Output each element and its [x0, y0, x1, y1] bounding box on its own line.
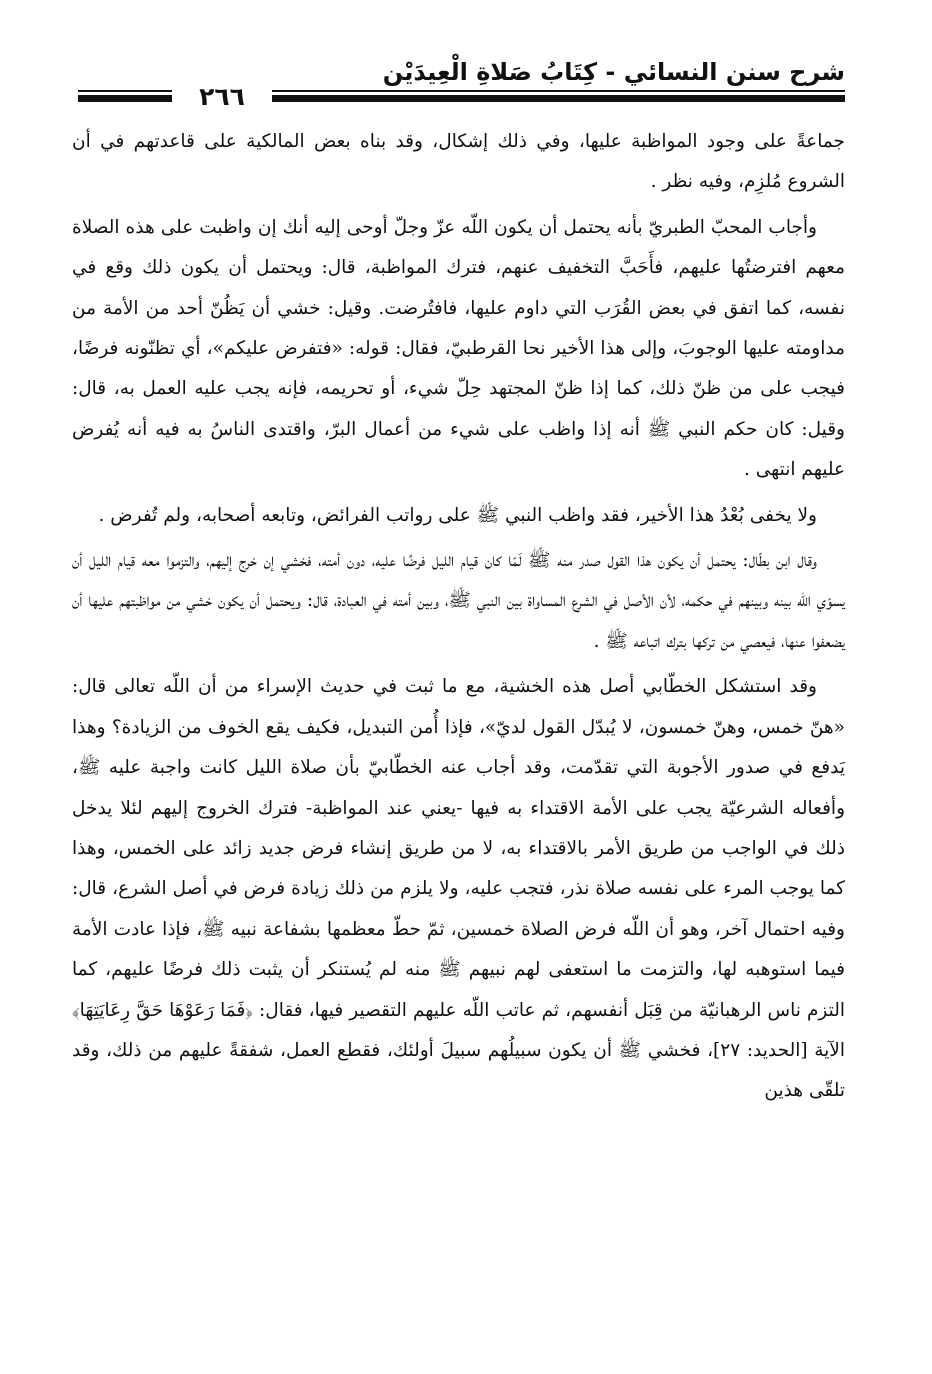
- page-number: ٢٦٦: [172, 81, 272, 113]
- paragraph: وقال ابن بطّال: يحتمل أن يكون هذا القول صدر منه ﷺ لَمّا كان قيام الليل فرضًا عليه، دون أمته، فخشي إن خرج إليهم، والتزموا معه قيام الليل أن يسوّي اللّه بينه وبينهم في حكمه، لأن الأصل في الشرع المساواة بين النبي ﷺ، وبين أمته في العبادة، قال: ويحتمل أن يكون خشي من مواظبتهم عليها أن يضعفوا عنها، فيعصي من تركها بترك اتباعه ﷺ .: [72, 550, 845, 652]
- paragraph: ولا يخفى بُعْدُ هذا الأخير، فقد واظب النبي ﷺ على رواتب الفرائض، وتابعه أصحابه، ولم تُفرض .: [98, 504, 817, 526]
- running-title: شرح سنن النسائي - كِتَابُ صَلاةِ الْعِيدَيْن: [382, 58, 845, 86]
- paragraph: وقد استشكل الخطّابي أصل هذه الخشية، مع ما ثبت في حديث الإسراء من أن اللّه تعالى قال: «هنّ خمس، وهنّ خمسون، لا يُبدّل القول لديّ»، فإذا أُمن التبديل، فكيف يقع الخوف من الزيادة؟ وهذا يَدفع في صدور الأجوبة التي تقدّمت، وقد أجاب عنه الخطّابيّ بأن صلاة الليل كانت واجبة عليه ﷺ، وأفعاله الشرعيّة يجب على الأمة الاقتداء به فيها -يعني عند المواظبة- فترك الخروج إليهم لئلا يدخل ذلك في الواجب من طريق الأمر بالاقتداء به، لا من طريق إنشاء فرض جديد زائد على الخمس، وهذا كما يوجب المرء على نفسه صلاة نذر، فتجب عليه، ولا يلزم من ذلك زيادة فرض في أصل الشرع، قال: وفيه احتمال آخر، وهو أن اللّه فرض الصلاة خمسين، ثمّ حطّ معظمها بشفاعة نبيه ﷺ، فإذا عادت الأمة فيما استوهبه لها، والتزمت ما استعفى لهم نبيهم ﷺ منه لم يُستنكر أن يثبت ذلك فرضًا عليهم، كما التزم ناس الرهبانيّة من قِبَل أنفسهم، ثم عاتب اللّه عليهم التقصير فيها، فقال: ﴿فَمَا رَعَوْهَا حَقَّ رِعَايَتِهَا﴾ الآية [الحديد: ٢٧]، فخشي ﷺ أن يكون سبيلُهم سبيلَ أولئك، فقطع العمل، شفقةً عليهم من ذلك، وقد تلقّى هذين: [72, 676, 845, 1102]
- body-text: [72, 122, 845, 1112]
- paragraph: وأجاب المحبّ الطبريّ بأنه يحتمل أن يكون اللّه عزّ وجلّ أوحى إليه أنك إن واظبت على هذه الصلاة معهم افترضتُها عليهم، فأَحَبَّ التخفيف عنهم، فترك المواظبة، قال: ويحتمل أن يكون ذلك وقع في نفسه، كما اتفق في بعض القُرَب التي داوم عليها، فافتُرضت. وقيل: خشي أن يَظُنّ أحد من الأمة من مداومته عليها الوجوبَ، وإلى هذا الأخير نحا القرطبيّ، فقال: قوله: «فتفرض عليكم»، أي تظنّونه فرضًا، فيجب على من ظنّ ذلك، كما إذا ظنّ المجتهد حِلّ شيء، أو تحريمه، فإنه يجب عليه العمل به، قال: وقيل: كان حكم النبي ﷺ أنه إذا واظب على شيء من أعمال البرّ، واقتدى الناسُ به فيه أنه يُفرض عليهم انتهى .: [72, 216, 845, 481]
- paragraph: جماعةً على وجود المواظبة عليها، وفي ذلك إشكال، وقد بناه بعض المالكية على قاعدتهم في أن الشروع مُلزِم، وفيه نظر .: [72, 131, 845, 193]
